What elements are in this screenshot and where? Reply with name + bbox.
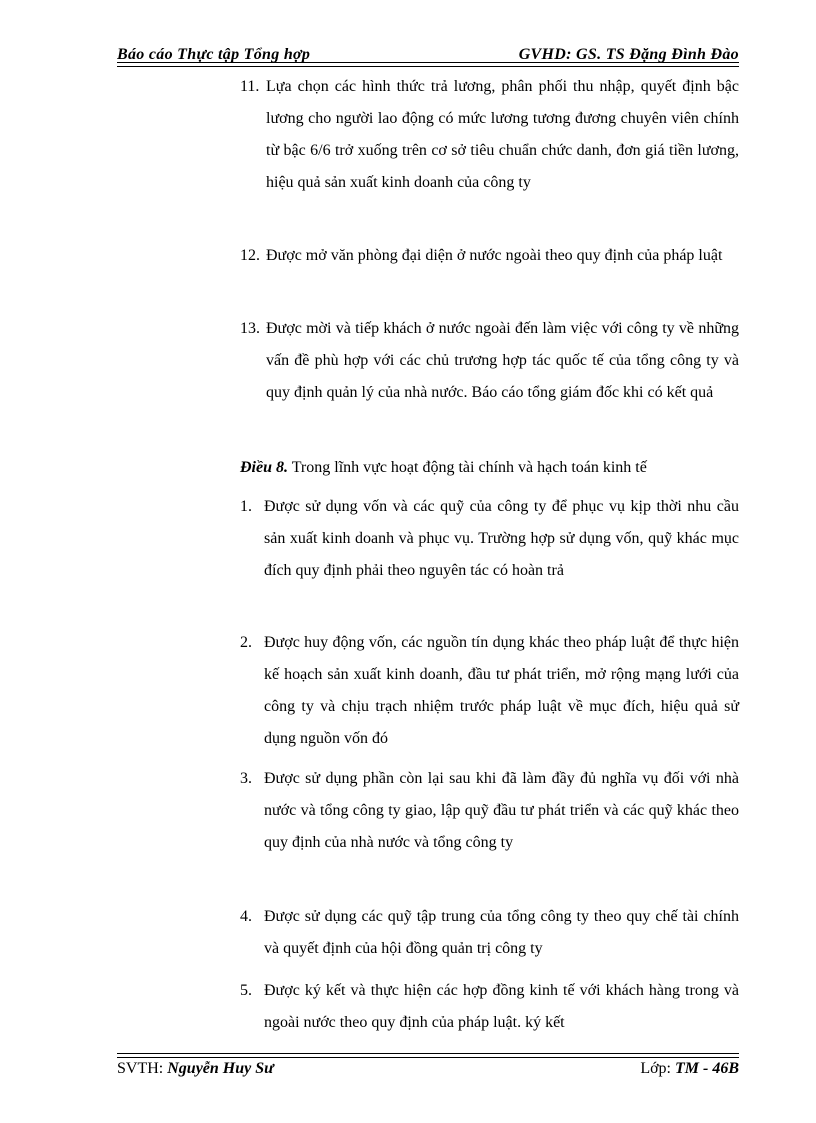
- list-item-text: Được sử dụng phần còn lại sau khi đã làm đầy đủ nghĩa vụ đối với nhà nước và tổng công ty giao, lập quỹ đầu tư phát triển và các quỹ khác theo quy định của nhà nước và tổng công ty: [264, 770, 739, 851]
- list-item-12: [240, 240, 739, 272]
- article-title: Trong lĩnh vực hoạt động tài chính và hạch toán kinh tế: [291, 459, 647, 476]
- list-item-13: [240, 313, 739, 409]
- list-item-text: Được ký kết và thực hiện các hợp đồng kinh tế với khách hàng trong và ngoài nước theo quy định của pháp luật. ký kết: [264, 982, 739, 1031]
- list-item-text: Được huy động vốn, các nguồn tín dụng khác theo pháp luật để thực hiện kế hoạch sản xuất kinh doanh, đầu tư phát triển, mở rộng mạng lưới của công ty và chịu trạch nhiệm trước pháp luật về mục đích, hiệu quả sử dụng nguồn vốn đó: [264, 634, 739, 747]
- list-item-number: 11.: [240, 78, 260, 95]
- header-rule-double: [117, 66, 739, 67]
- list-item-3: [240, 763, 739, 859]
- header-rule: [117, 62, 739, 63]
- footer-class: [640, 1060, 739, 1078]
- footer-rule: [117, 1053, 739, 1054]
- list-item-1: [240, 491, 739, 587]
- list-item-number: 3.: [240, 770, 252, 787]
- header-report-title: Báo cáo Thực tập Tổng hợp: [117, 46, 311, 63]
- list-item-text: Được mời và tiếp khách ở nước ngoài đến làm việc với công ty về những vấn đề phù hợp với các chủ trương hợp tác quốc tế của tổng công ty và quy định quản lý của nhà nước. Báo cáo tổng giám đốc khi có kết quả: [266, 320, 739, 401]
- footer-student-name: Nguyễn Huy Sư: [167, 1060, 274, 1077]
- page-header: [117, 44, 739, 68]
- list-item-text: Được sử dụng vốn và các quỹ của công ty để phục vụ kịp thời nhu cầu sản xuất kinh doanh và phục vụ. Trường hợp sử dụng vốn, quỹ khác mục đích quy định phải theo nguyên tác có hoàn trả: [264, 498, 739, 579]
- list-item-2: [240, 627, 739, 755]
- list-item-number: 5.: [240, 982, 252, 999]
- list-item-text: Được sử dụng các quỹ tập trung của tổng công ty theo quy chế tài chính và quyết định của hội đồng quản trị công ty: [264, 908, 739, 957]
- list-item-number: 2.: [240, 634, 252, 651]
- list-item-11: [240, 71, 739, 199]
- list-item-number: 1.: [240, 498, 252, 515]
- footer-class-label: Lớp:: [640, 1060, 671, 1077]
- list-item-4: [240, 901, 739, 965]
- list-item-text: Được mở văn phòng đại diện ở nước ngoài theo quy định của pháp luật: [266, 247, 723, 264]
- list-item-number: 13.: [240, 320, 260, 337]
- footer-student: [117, 1060, 274, 1078]
- page-footer: [117, 1060, 739, 1082]
- list-item-5: [240, 975, 739, 1039]
- footer-student-label: SVTH:: [117, 1060, 164, 1077]
- footer-rule-double: [117, 1057, 739, 1058]
- footer-class-code: TM - 46B: [675, 1060, 739, 1077]
- list-item-number: 12.: [240, 247, 260, 264]
- list-item-number: 4.: [240, 908, 252, 925]
- header-supervisor: GVHD: GS. TS Đặng Đình Đào: [518, 46, 739, 63]
- article-label: Điều 8.: [240, 459, 288, 476]
- article-heading: [240, 454, 739, 482]
- list-item-text: Lựa chọn các hình thức trả lương, phân phối thu nhập, quyết định bậc lương cho người lao động có mức lương tương đương chuyên viên chính từ bậc 6/6 trở xuống trên cơ sở tiêu chuẩn chức danh, đơn giá tiền lương, hiệu quả sản xuất kinh doanh của công ty: [266, 78, 739, 191]
